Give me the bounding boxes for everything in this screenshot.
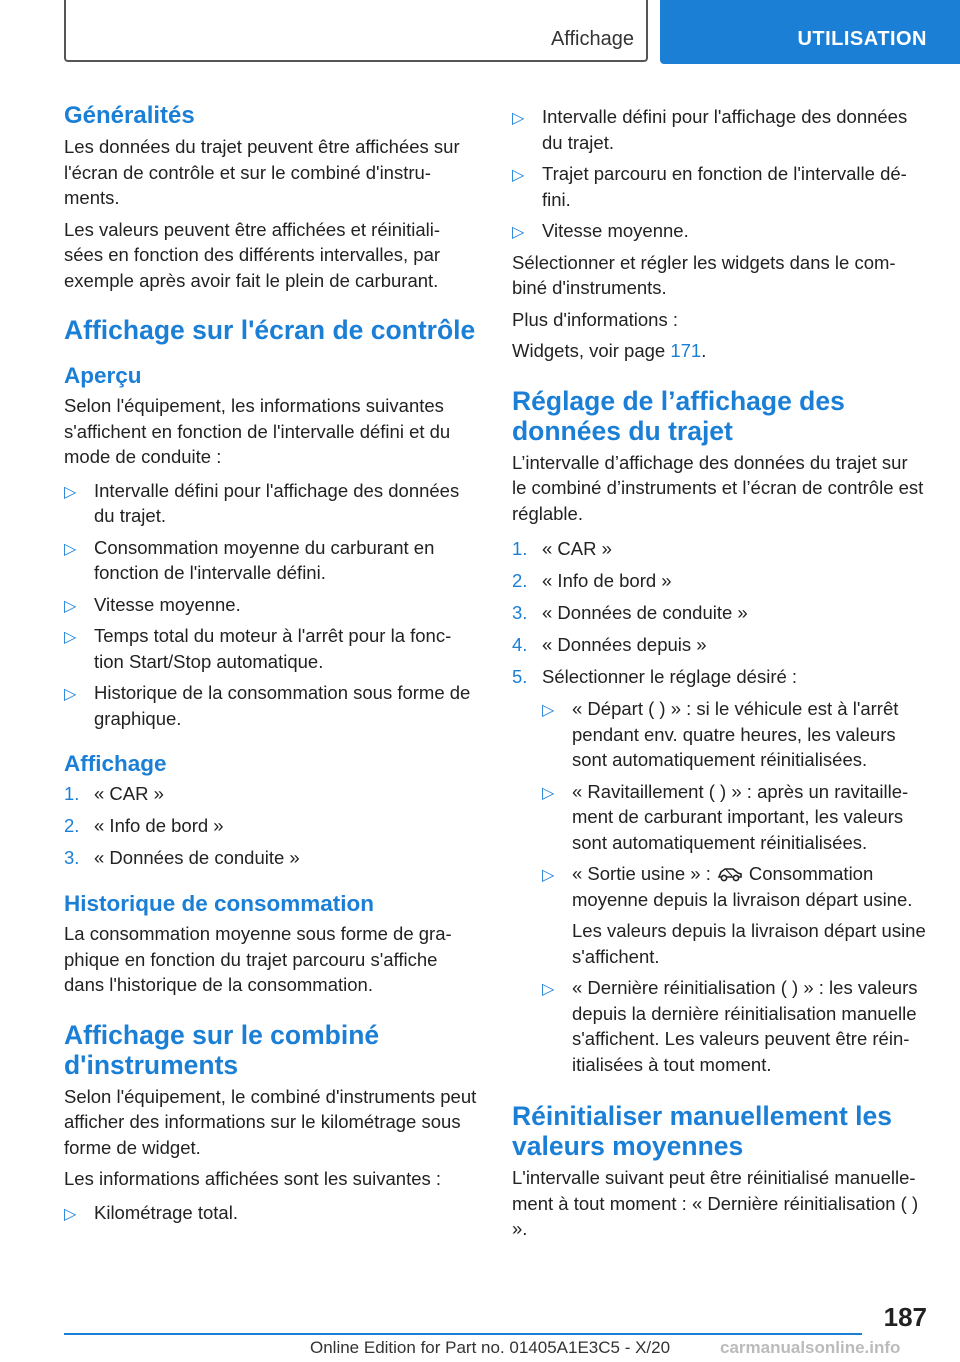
usine-note: Les valeurs depuis la livraison départ usine s'affichent. [572,920,926,967]
car-icon [717,865,743,883]
paragraph: L’intervalle d’affichage des données du trajet sur le combiné d’instruments et l’écran de contrôle est réglable. [512,451,924,524]
triangle-right-icon: ▷ [512,110,525,127]
triangle-right-icon: ▷ [512,167,525,184]
triangle-right-icon: ▷ [542,981,555,998]
header-section-title: Affichage [550,28,634,50]
triangle-right-icon: ▷ [542,702,555,719]
list-item: ▷ Consommation moyenne du carburant en fonction de l'intervalle défini. [64,536,435,583]
triangle-right-icon: ▷ [64,686,77,703]
list-item: ▷ Intervalle défini pour l'affichage des données du trajet. [64,479,460,526]
list-item: ▷ « Départ ( ) » : si le véhicule est à l'arrêt pendant env. quatre heures, les valeurs sont automatiquement réinitialisées. [542,698,899,770]
sub-options-list [542,696,926,1077]
paragraph: Selon l'équipement, les informations suivantes s'affichent en fonction de l'intervalle défini et du mode de conduite : [64,395,451,467]
paragraph: Widgets, voir page 171. [512,340,707,361]
footer-edition: Online Edition for Part no. 01405A1E3C5 - X/20 [310,1338,671,1357]
heading-apercu: Aperçu [64,363,142,388]
page-link[interactable]: 171 [670,340,702,361]
triangle-right-icon: ▷ [64,540,77,558]
step-item: 2. « Info de bord » [64,815,224,836]
step-item: 1. « CAR » [64,783,164,804]
paragraph: Les valeurs peuvent être affichées et réinitiali-sées en fonction des différents intervalles, par exemple après avoir fait le plein de carburant. [64,218,441,291]
list-item: ▷ « Dernière réinitialisation ( ) » : les valeurs depuis la dernière réinitialisation manuelle s'affichent. Les valeurs peuvent être réin-itialisées à tout moment. [542,977,918,1075]
triangle-right-icon: ▷ [64,597,77,615]
heading-reglage: Réglage de l’affichage des données du trajet [512,385,845,446]
list-item: ▷ Vitesse moyenne. [64,592,478,618]
step-item: 2. « Info de bord » [512,570,672,591]
step-item: 4. « Données depuis » [512,634,707,655]
list-item: ▷ « Ravitaillement ( ) » : après un ravitaille-ment de carburant important, les valeurs sont automatiquement réinitialisées. [542,780,909,853]
step-item: 1. « CAR » [512,538,612,559]
heading-reinitialiser: Réinitialiser manuellement les valeurs moyennes [512,1101,892,1161]
step-item: 3. « Données de conduite » [512,602,748,623]
triangle-right-icon: ▷ [542,867,555,884]
paragraph: L'intervalle suivant peut être réinitialisé manuelle-ment à tout moment : « Dernière réinitialisation ( ) ». [512,1167,919,1239]
triangle-right-icon: ▷ [512,224,525,241]
heading-combine: Affichage sur le combiné d'instruments [64,1019,380,1080]
heading-historique: Historique de consommation [64,891,375,916]
heading-generalites: Généralités [64,102,195,129]
heading-affichage: Affichage [64,751,167,776]
apercu-list [64,478,478,732]
paragraph: Plus d'informations : [512,308,678,330]
left-column [64,102,478,1231]
header-section-tab [64,0,648,62]
right-column [512,104,926,1242]
footer-divider [64,1333,862,1335]
triangle-right-icon: ▷ [64,483,77,501]
paragraph: Les informations affichées sont les suivantes : [64,1168,442,1189]
list-item: ▷ Kilométrage total. [64,1200,478,1226]
heading-ecran-controle: Affichage sur l'écran de contrôle [64,315,476,345]
paragraph: La consommation moyenne sous forme de gra-phique en fonction du trajet parcouru s'affiche dans l'historique de la consommation. [64,923,452,995]
list-item: ▷ Vitesse moyenne. [512,218,926,244]
page-number: 187 [883,1302,927,1332]
triangle-right-icon: ▷ [64,1205,77,1223]
list-item: ▷ Temps total du moteur à l'arrêt pour la fonc-tion Start/Stop automatique. [64,625,452,672]
triangle-right-icon: ▷ [542,784,555,802]
affichage-steps [64,781,478,871]
paragraph: Sélectionner et régler les widgets dans le com-biné d'instruments. [512,251,896,298]
list-item: ▷ Trajet parcouru en fonction de l'intervalle dé-fini. [512,163,907,210]
list-item: ▷ « Sortie usine » : Consommation moyenne depuis la livraison départ usine. Les valeurs depuis la livraison départ usine s'affichent. [542,861,926,969]
header-chapter-tab [660,0,960,64]
header-chapter-title: UTILISATION [797,28,927,50]
paragraph: Selon l'équipement, le combiné d'instruments peut afficher des informations sur le kilométrage sous forme de widget. [64,1085,477,1158]
paragraph: Les données du trajet peuvent être affichées sur l'écran de contrôle et sur le combiné d'instru-ments. [64,136,460,208]
list-item: ▷ Intervalle défini pour l'affichage des données du trajet. [512,106,908,153]
triangle-right-icon: ▷ [64,629,77,646]
step-item: 3. « Données de conduite » [64,847,300,868]
list-item: ▷ Historique de la consommation sous forme de graphique. [64,682,471,729]
watermark: carmanualsonline.info [720,1338,901,1357]
reglage-steps [512,536,926,690]
step-item: 5. Sélectionner le réglage désiré : [512,666,798,687]
